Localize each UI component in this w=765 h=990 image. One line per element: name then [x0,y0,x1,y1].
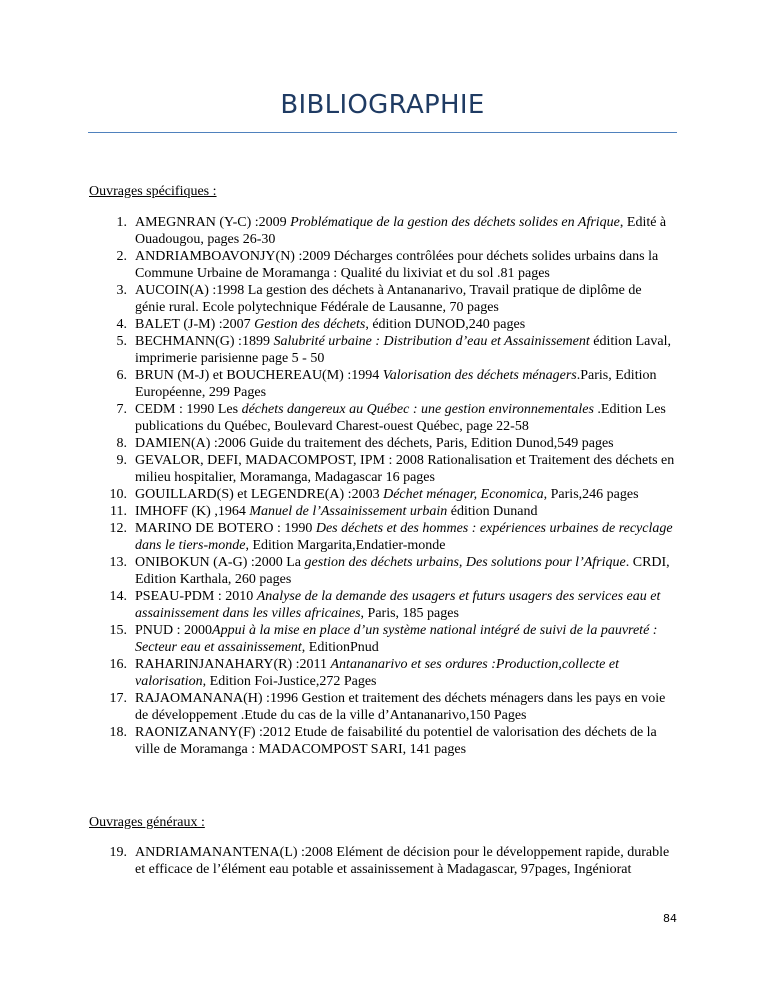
reference-item [116,452,675,486]
reference-title-italic: Salubrité urbaine : Distribution d’eau et Assainissement [273,334,590,349]
reference-text: RAHARINJANAHARY(R) :2011 [135,657,331,672]
reference-title-italic: Des déchets et des hommes : expériences urbaines de recyclage dans le tiers-monde [135,521,673,553]
reference-text: RAONIZANANY(F) :2012 Etude de faisabilité du potentiel de valorisation des déchets de la ville de Moramanga : MADACOMPOST SARI, 141 pages [135,725,657,757]
reference-number: 11. [110,504,127,519]
reference-text-tail: , Paris,246 pages [543,487,639,502]
reference-item [109,520,675,554]
page-number: 84 [663,912,677,925]
reference-number: 2. [116,249,127,264]
reference-number: 5. [116,334,127,349]
reference-text-tail: .Edition Les publications du Québec, Boulevard Charest-ouest Québec, page 22-58 [135,402,666,434]
reference-number: 10. [109,487,127,502]
reference-text: PSEAU-PDM : 2010 [135,589,257,604]
section-heading-specific: Ouvrages spécifiques : [89,184,217,199]
reference-text-tail: , édition DUNOD,240 pages [365,317,526,332]
reference-number: 1. [116,215,127,230]
reference-text-tail: édition Dunand [447,504,538,519]
reference-title-italic: Problématique de la gestion des déchets solides en Afrique [290,215,620,230]
reference-text: ONIBOKUN (A-G) :2000 La [135,555,305,570]
reference-text-tail: , Edition Foi-Justice,272 Pages [202,674,377,689]
reference-item [116,248,675,282]
page-title: BIBLIOGRAPHIE [280,90,485,120]
reference-text-tail: .Paris, Edition Européenne, 299 Pages [135,368,657,400]
reference-item [109,486,675,503]
reference-text: PNUD : 2000 [135,623,213,638]
reference-number: 18. [109,725,127,740]
reference-title-italic: gestion des déchets urbains, Des solutions pour l’Afrique [304,555,626,570]
reference-text-tail: , Edité à Ouadougou, pages 26-30 [135,215,667,247]
reference-number: 16. [109,657,127,672]
reference-text: AUCOIN(A) :1998 La gestion des déchets à Antananarivo, Travail pratique de diplôme de génie rural. Ecole polytechnique Fédérale de Lausanne, 70 pages [135,283,642,315]
reference-number: 14. [109,589,127,604]
reference-text: BALET (J-M) :2007 [135,317,255,332]
reference-title-italic: Analyse de la demande des usagers et futurs usagers des services eau et assainissement dans les villes africaines [135,589,661,621]
reference-text: RAJAOMANANA(H) :1996 Gestion et traitement des déchets ménagers dans les pays en voie de développement .Etude du cas de la ville d’Antananarivo,150 Pages [135,691,666,723]
reference-item [110,503,675,520]
reference-text: DAMIEN(A) :2006 Guide du traitement des déchets, Paris, Edition Dunod,549 pages [135,436,614,451]
reference-number: 15. [109,623,127,638]
reference-text: BECHMANN(G) :1899 [135,334,274,349]
reference-item [109,844,675,878]
reference-number: 9. [116,453,127,468]
reference-title-italic: Gestion des déchets [254,317,366,332]
reference-number: 19. [109,845,127,860]
reference-number: 12. [109,521,127,536]
reference-list-general [109,844,675,878]
reference-item [109,588,675,622]
reference-item [109,622,675,656]
reference-text: MARINO DE BOTERO : 1990 [135,521,316,536]
reference-number: 17. [109,691,127,706]
reference-number: 4. [116,317,127,332]
reference-text: ANDRIAMBOAVONJY(N) :2009 Décharges contrôlées pour déchets solides urbains dans la Commune Urbaine de Moramanga : Qualité du lixiviat et du sol .81 pages [135,249,659,281]
reference-text-tail: , Paris, 185 pages [360,606,459,621]
title-underline [88,132,677,133]
reference-text-tail: , Edition Margarita,Endatier-monde [245,538,446,553]
section-heading-general: Ouvrages généraux : [89,815,205,830]
reference-number: 7. [116,402,127,417]
reference-number: 3. [116,283,127,298]
reference-title-italic: Antananarivo et ses ordures :Production,collecte et valorisation [135,657,619,689]
reference-item [109,724,675,758]
reference-item [116,367,675,401]
reference-text-tail: édition Laval, imprimerie parisienne page 5 - 50 [135,334,671,366]
reference-text: GEVALOR, DEFI, MADACOMPOST, IPM : 2008 Rationalisation et Traitement des déchets en milieu hospitalier, Moramanga, Madagascar 16 pages [135,453,675,485]
reference-item [116,333,675,367]
reference-item [116,435,675,452]
reference-text-tail: . CRDI, Edition Karthala, 260 pages [135,555,670,587]
reference-item [109,656,675,690]
reference-text: ANDRIAMANANTENA(L) :2008 Elément de décision pour le développement rapide, durable et efficace de l’élément eau potable et assainissement à Madagascar, 97pages, Ingéniorat [135,845,670,877]
reference-text-tail: , EditionPnud [301,640,379,655]
reference-list-specific [109,214,675,758]
reference-text: BRUN (M-J) et BOUCHEREAU(M) :1994 [135,368,383,383]
reference-item [109,690,675,724]
reference-item [116,316,675,333]
reference-item [116,214,675,248]
reference-title-italic: Appui à la mise en place d’un système national intégré de suivi de la pauvreté : Secteur eau et assainissement [135,623,658,655]
reference-item [109,554,675,588]
reference-number: 6. [116,368,127,383]
reference-title-italic: Manuel de l’Assainissement urbain [249,504,448,519]
reference-title-italic: Valorisation des déchets ménagers [382,368,577,383]
reference-title-italic: déchets dangereux au Québec : une gestion environnementales [241,402,594,417]
reference-number: 8. [116,436,127,451]
reference-text: IMHOFF (K) ,1964 [135,504,250,519]
reference-item [116,282,675,316]
reference-text: AMEGNRAN (Y-C) :2009 [135,215,291,230]
reference-number: 13. [109,555,127,570]
reference-text: CEDM : 1990 Les [135,402,242,417]
reference-text: GOUILLARD(S) et LEGENDRE(A) :2003 [135,487,384,502]
reference-title-italic: Déchet ménager, Economica [383,487,544,502]
reference-item [116,401,675,435]
